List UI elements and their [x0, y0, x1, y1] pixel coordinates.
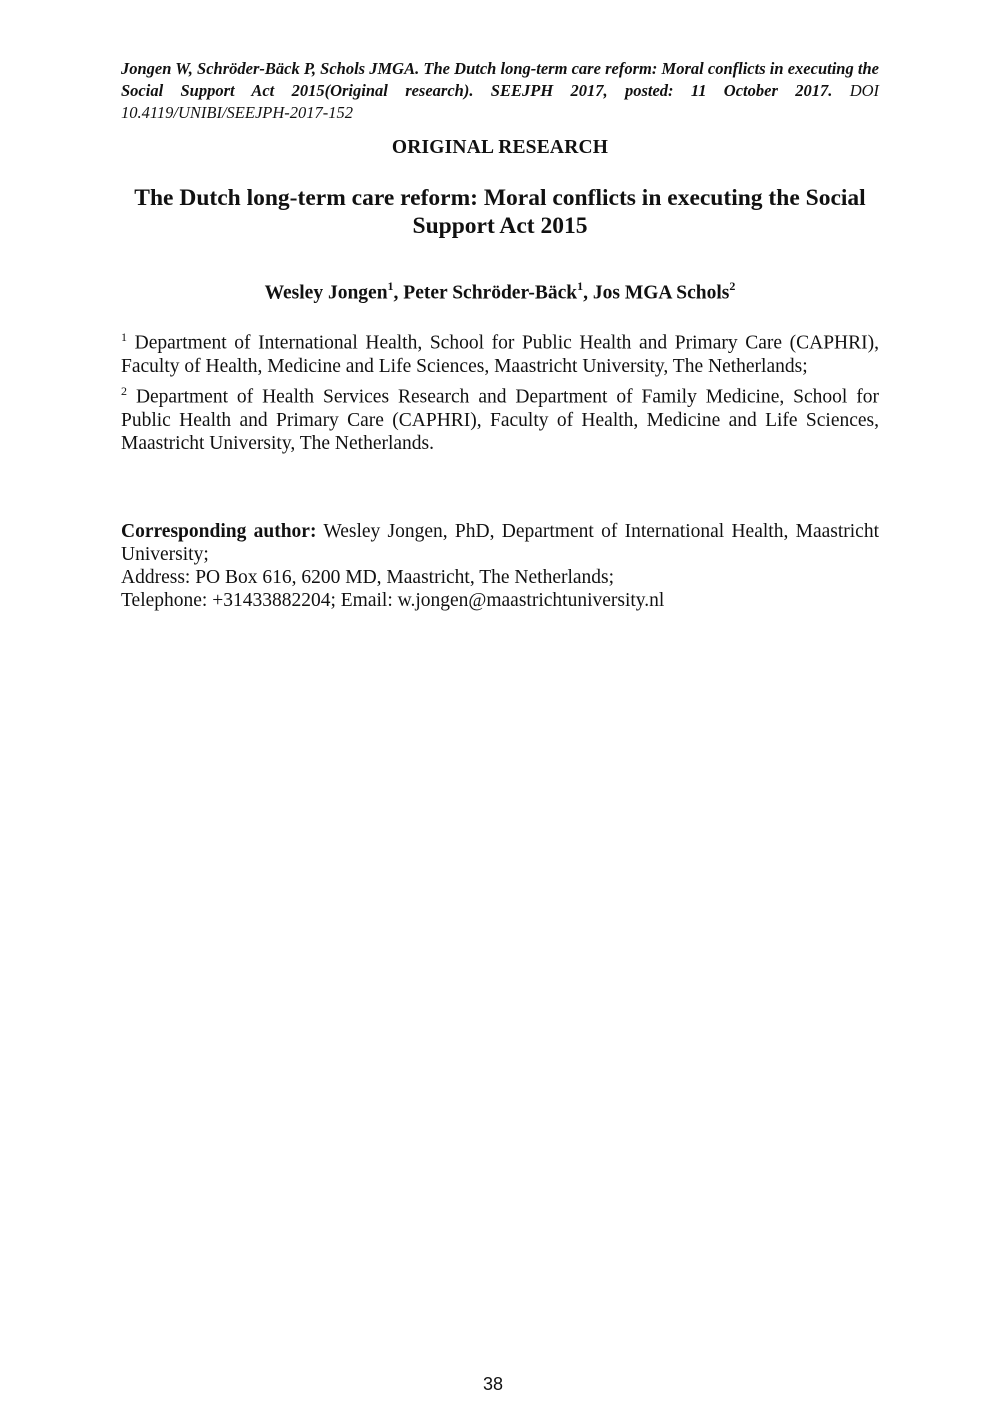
author-list — [0, 280, 1000, 305]
corresponding-author-line — [121, 520, 879, 566]
section-label: ORIGINAL RESEARCH — [391, 137, 609, 158]
corresponding-address: Address: PO Box 616, 6200 MD, Maastricht, The Netherlands; — [121, 567, 615, 588]
doi-label: DOI — [849, 81, 880, 100]
affiliation-text: Department of International Health, School for Public Health and Primary Care (CAPHRI), Faculty of Health, Medicine and Life Sciences, Maastricht University, The Netherlands; — [121, 332, 880, 377]
author-affiliation-mark: 2 — [729, 279, 736, 293]
author-affiliation-mark: 1 — [577, 279, 584, 293]
doi-value: 10.4119/UNIBI/SEEJPH-2017-152 — [121, 103, 354, 122]
author-name: Wesley Jongen — [264, 282, 388, 304]
corresponding-contact: Telephone: +31433882204; Email: w.jongen@maastrichtuniversity.nl — [121, 590, 665, 611]
affiliation-number: 2 — [121, 384, 127, 398]
paper-title: The Dutch long-term care reform: Moral conflicts in executing the Social Support Act 2015 — [134, 185, 866, 239]
header-citation — [121, 58, 879, 124]
author-name: Peter Schröder-Bäck — [403, 282, 578, 304]
affiliation-number: 1 — [121, 330, 127, 344]
page-number: 38 — [482, 1374, 504, 1394]
author-separator: , — [393, 282, 404, 304]
corresponding-author-text: Wesley Jongen, PhD, Department of International Health, Maastricht University; — [121, 521, 879, 565]
affiliation-1 — [121, 326, 879, 378]
affiliation-2 — [121, 380, 879, 455]
author-affiliation-mark: 1 — [387, 279, 394, 293]
corresponding-author-block — [121, 520, 879, 612]
corresponding-author-label: Corresponding author: — [121, 521, 317, 542]
affiliation-text: Department of Health Services Research and Department of Family Medicine, School for Public Health and Primary Care (CAPHRI), Faculty of Health, Medicine and Life Sciences, Maastricht University, The Netherlands. — [121, 386, 880, 454]
author-name: Jos MGA Schols — [592, 282, 730, 304]
citation-text: Jongen W, Schröder-Bäck P, Schols JMGA. The Dutch long-term care reform: Moral conflicts in executing the Social Support Act 2015(Original research). SEEJPH 2017, posted: 11 October 2017. — [121, 59, 879, 100]
author-separator: , — [583, 282, 593, 304]
